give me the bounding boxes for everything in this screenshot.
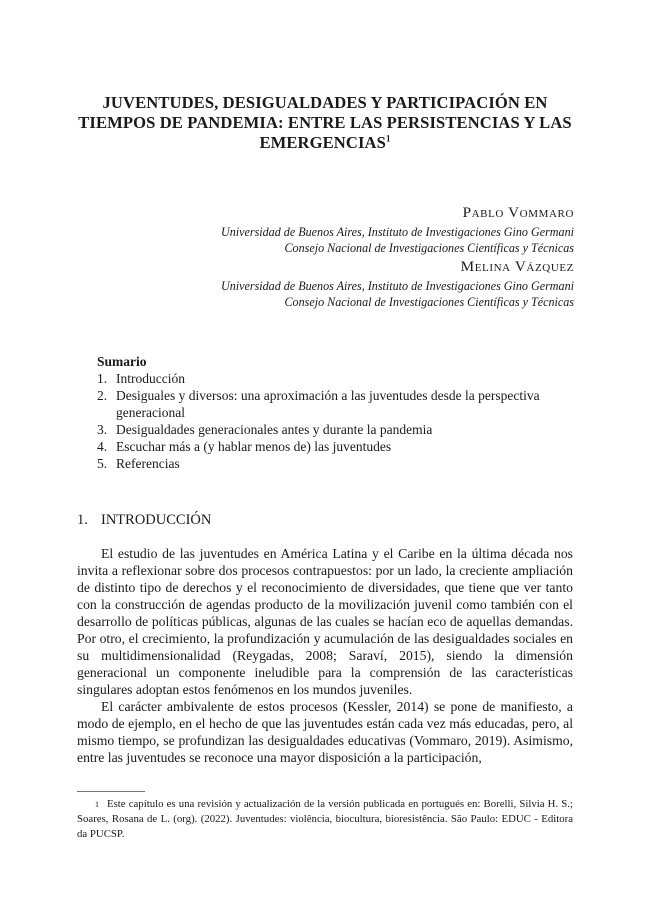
section-number: 1.: [77, 512, 88, 528]
author-affiliations: [221, 224, 574, 256]
title-line-3: EMERGENCIAS: [259, 133, 386, 152]
footnote: [77, 797, 573, 842]
summary-item[interactable]: [97, 438, 567, 455]
author-affiliation: Consejo Nacional de Investigaciones Científicas y Técnicas: [284, 295, 574, 309]
title-line-3-wrap: [70, 133, 580, 153]
summary-item-number: 3.: [97, 422, 108, 437]
paragraph: El estudio de las juventudes en América Latina y el Caribe en la última década nos invita a reflexionar sobre dos procesos contrapuestos: por un lado, la creciente ampliación de distinto tipo de derechos y el reconocimiento de diversidades, que tiene que ver tanto con la construcción de agendas producto de la movilización juvenil como también con el desarrollo de políticas públicas, algunas de las cuales se hacían eco de aquellas demandas. Por otro, el crecimiento, la profundización y acumulación de las desigualdades sociales en su multidimensionalidad (Reygadas, 2008; Saraví, 2015), siendo la dimensión generacional un componente ineludible para la comprensión de las características singulares adoptan estos fenómenos en los mundos juveniles.: [77, 546, 573, 697]
author-affiliation: Universidad de Buenos Aires, Instituto de Investigaciones Gino Germani: [220, 279, 574, 293]
author-name: Melina Vázquez: [460, 258, 574, 275]
summary-item-number: 4.: [97, 439, 108, 454]
title-footnote-mark[interactable]: 1: [385, 133, 391, 144]
summary-list: [97, 370, 567, 472]
summary-item-text: Desigualdades generacionales antes y durante la pandemia: [116, 422, 433, 437]
author-affiliation: Universidad de Buenos Aires, Instituto de Investigaciones Gino Germani: [220, 225, 574, 239]
section-title: INTRODUCCIÓN: [101, 512, 212, 528]
summary-item[interactable]: [97, 421, 567, 438]
footnote-divider: [77, 791, 145, 792]
summary-item-number: 1.: [97, 371, 108, 386]
summary-item-text: Referencias: [116, 456, 180, 471]
summary-item[interactable]: [97, 387, 567, 421]
summary-item-text: Escuchar más a (y hablar menos de) las juventudes: [116, 439, 392, 454]
summary-heading: Sumario: [97, 354, 147, 369]
author-affiliation: Consejo Nacional de Investigaciones Científicas y Técnicas: [284, 241, 574, 255]
body-text: [77, 545, 573, 766]
section-heading: [77, 512, 211, 529]
summary-item[interactable]: [97, 455, 567, 472]
title-line-2: TIEMPOS DE PANDEMIA: ENTRE LAS PERSISTENCIAS Y LAS: [78, 113, 572, 132]
summary-item[interactable]: [97, 370, 567, 387]
summary-item-text: Desiguales y diversos: una aproximación a las juventudes desde la perspectiva generacional: [116, 388, 540, 420]
footnote-mark: 1: [95, 800, 99, 809]
chapter-title: [70, 93, 580, 153]
summary-item-number: 5.: [97, 456, 108, 471]
summary-item-text: Introducción: [116, 371, 185, 386]
summary: [97, 353, 567, 472]
summary-item-number: 2.: [97, 388, 108, 403]
footnote-text: Este capítulo es una revisión y actualización de la versión publicada en portugués en: Borelli, Silvia H. S.; Soares, Rosana de L. (org). (2022). Juventudes: violência, biocultura, bioresistência. São Paulo: EDUC - Editora da PUCSP.: [77, 798, 573, 840]
author-name: Pablo Vommaro: [462, 204, 574, 221]
author-affiliations: [221, 278, 574, 310]
title-line-1: JUVENTUDES, DESIGUALDADES Y PARTICIPACIÓN EN: [102, 93, 548, 112]
paragraph: El carácter ambivalente de estos procesos (Kessler, 2014) se pone de manifiesto, a modo de ejemplo, en el hecho de que las juventudes están cada vez más educadas, pero, al mismo tiempo, se profundizan las desigualdades educativas (Vommaro, 2019). Asimismo, entre las juventudes se reconoce una mayor disposición a la participación,: [77, 699, 573, 765]
